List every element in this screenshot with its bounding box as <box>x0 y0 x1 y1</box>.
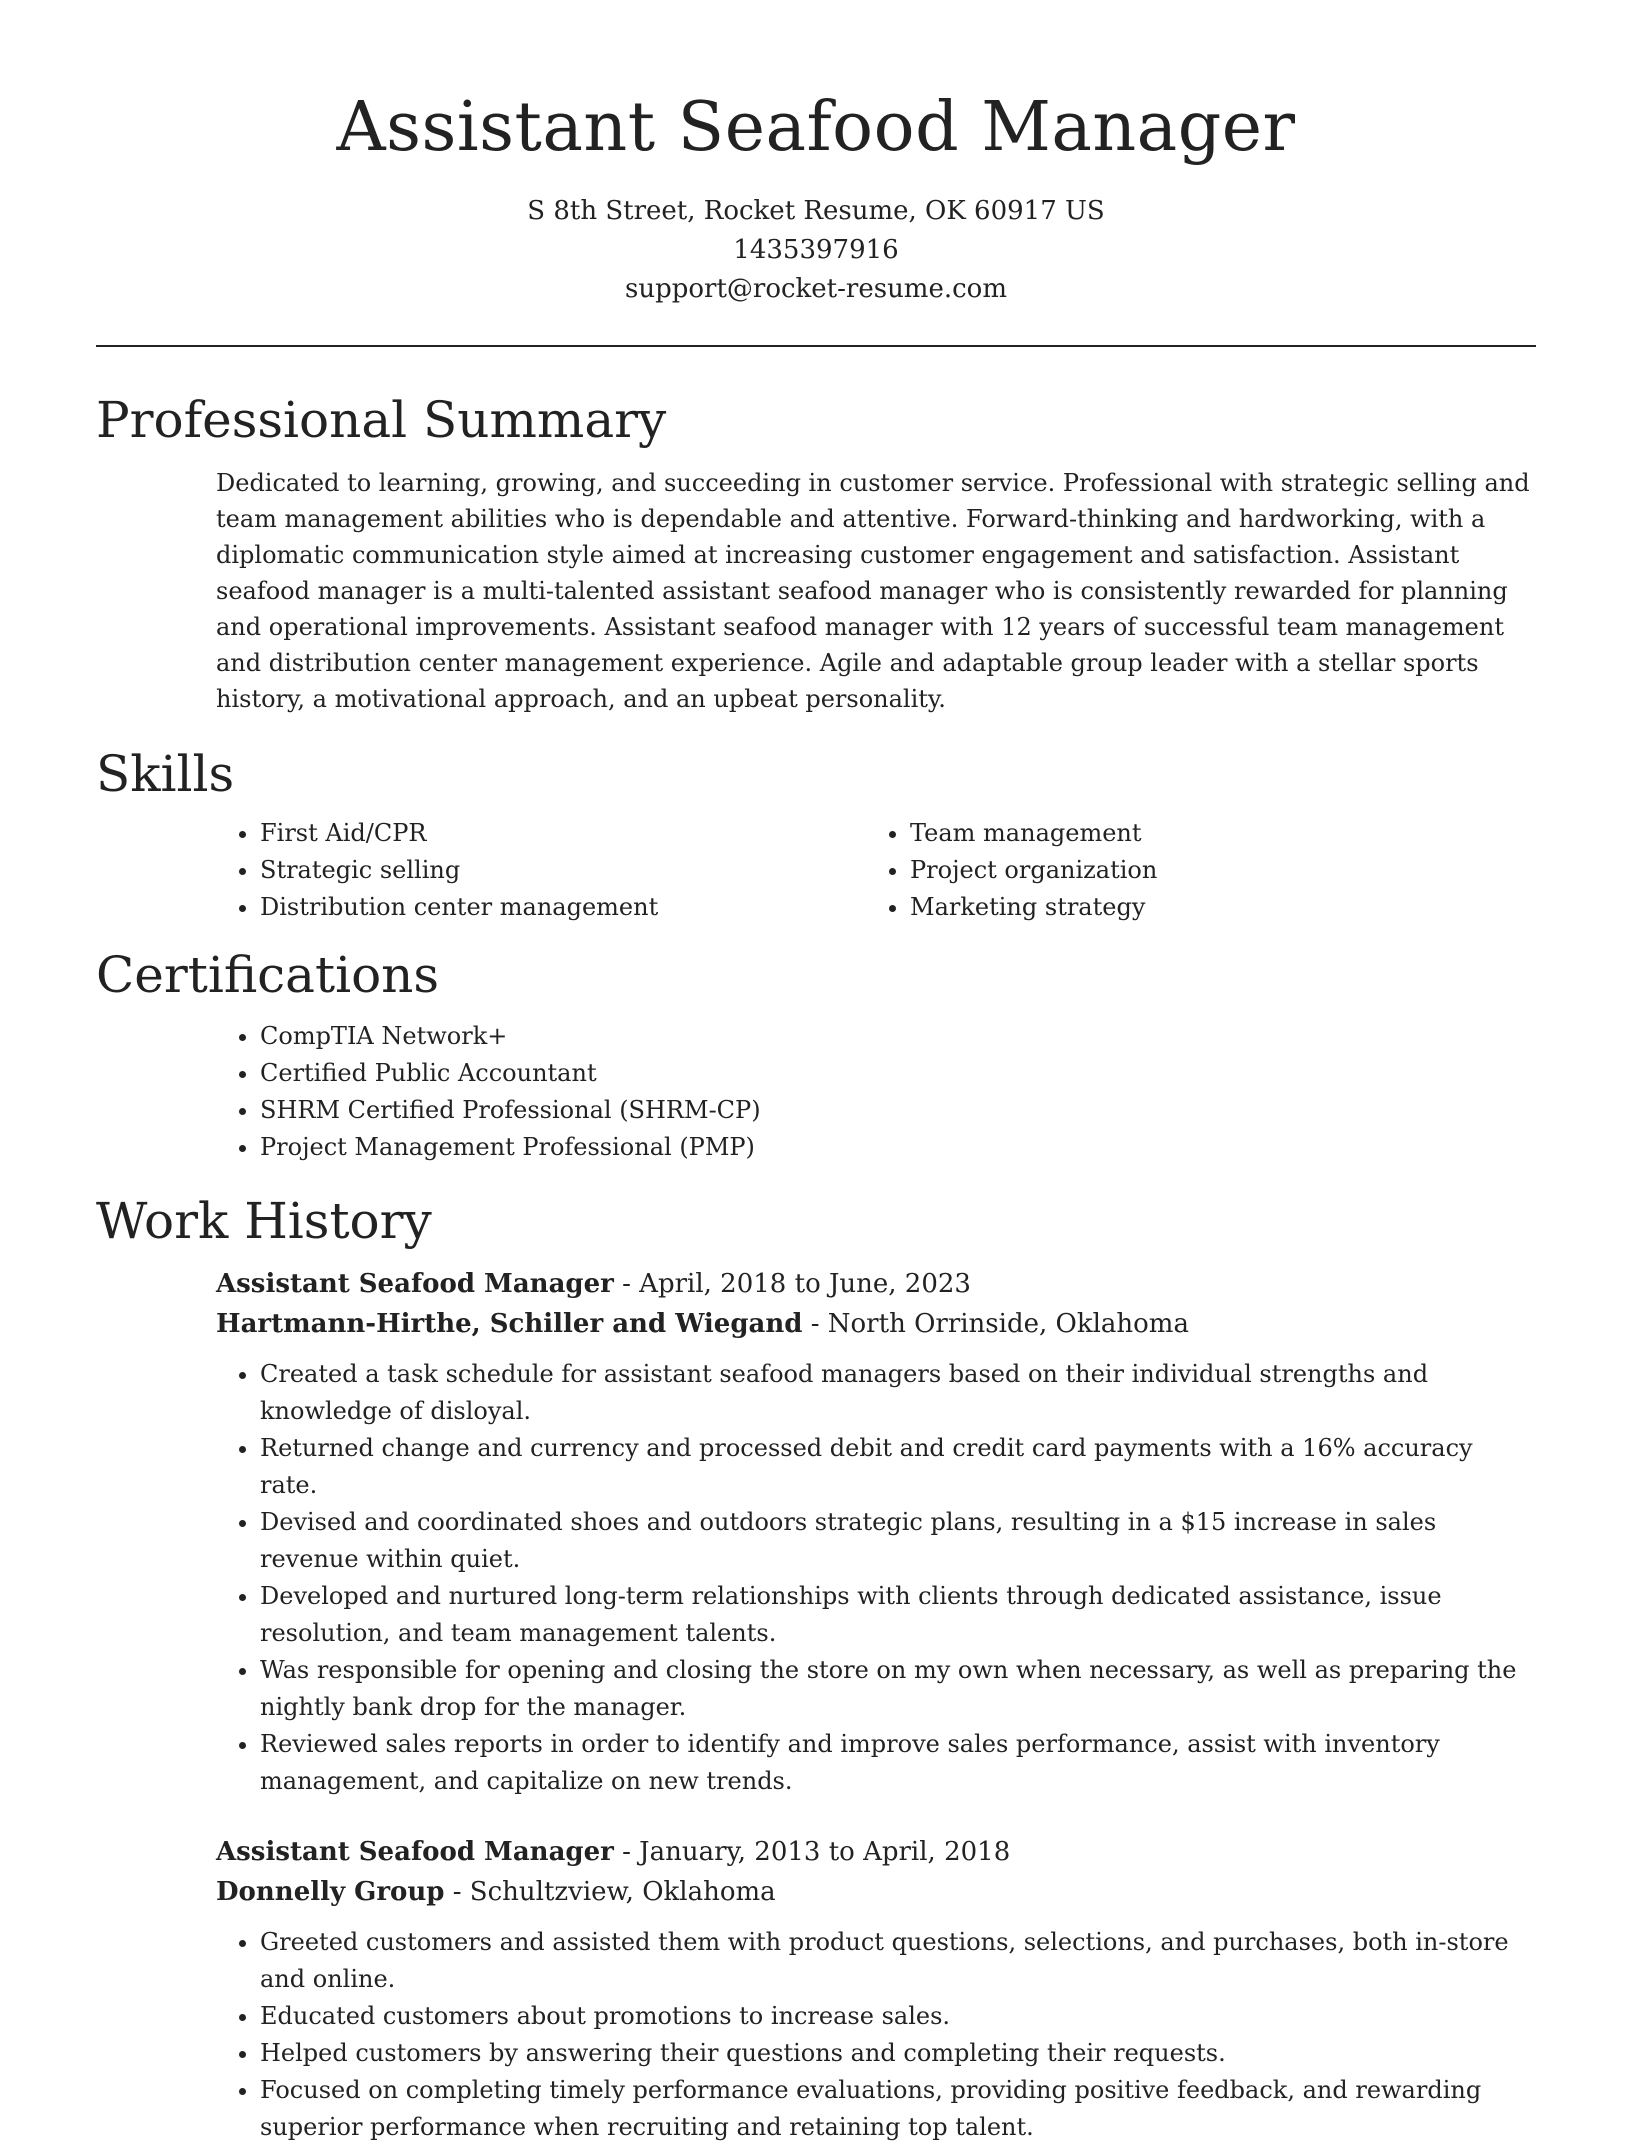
job-role: Assistant Seafood Manager <box>216 1269 614 1299</box>
job-title-line <box>216 1264 1536 1304</box>
skill-item: • First Aid/CPR <box>260 815 866 852</box>
work-history-heading: Work History <box>96 1192 432 1250</box>
certification-item: • SHRM Certified Professional (SHRM-CP) <box>260 1092 1536 1129</box>
job-duty: • Returned change and currency and processed debit and credit card payments with a 16% accuracy rate. <box>260 1430 1536 1504</box>
job-location: - North Orrinside, Oklahoma <box>802 1309 1189 1339</box>
job-duty: • Devised and coordinated shoes and outdoors strategic plans, resulting in a $15 increase in sales revenue within quiet. <box>260 1504 1536 1578</box>
job-role: Assistant Seafood Manager <box>216 1837 614 1867</box>
certification-item: • Project Management Professional (PMP) <box>260 1129 1536 1166</box>
skill-item: • Strategic selling <box>260 852 866 889</box>
job-duty: • Reviewed sales reports in order to identify and improve sales performance, assist with inventory management, and capitalize on new trends. <box>260 1726 1536 1800</box>
skills-heading: Skills <box>96 745 235 803</box>
job-duty: • Developed and nurtured long-term relationships with clients through dedicated assistance, issue resolution, and team management talents. <box>260 1578 1536 1652</box>
contact-address: S 8th Street, Rocket Resume, OK 60917 US <box>527 196 1105 226</box>
job-entry <box>216 1264 1536 1344</box>
certification-item: • CompTIA Network+ <box>260 1018 1536 1055</box>
skills-column-left <box>216 815 866 926</box>
job-dates: - April, 2018 to June, 2023 <box>613 1269 971 1299</box>
job-dates: - January, 2013 to April, 2018 <box>613 1837 1011 1867</box>
job-duties-list <box>216 1356 1536 1800</box>
certification-item: • Certified Public Accountant <box>260 1055 1536 1092</box>
contact-email: support@rocket-resume.com <box>624 274 1007 304</box>
job-duty: • Created a task schedule for assistant seafood managers based on their individual strengths and knowledge of disloyal. <box>260 1356 1536 1430</box>
job-company: Donnelly Group <box>216 1877 445 1907</box>
skills-list <box>216 815 1536 926</box>
job-company-line <box>216 1304 1536 1344</box>
job-duty: • Was responsible for opening and closing the store on my own when necessary, as well as preparing the nightly bank drop for the manager. <box>260 1652 1536 1726</box>
skills-column-right <box>866 815 1516 926</box>
job-entry <box>216 1832 1536 1912</box>
skill-item: • Distribution center management <box>260 889 866 926</box>
job-company-line <box>216 1872 1536 1912</box>
job-company: Hartmann-Hirthe, Schiller and Wiegand <box>216 1309 803 1339</box>
job-duty: • Focused on completing timely performance evaluations, providing positive feedback, and rewarding superior performance when recruiting and retaining top talent. <box>260 2072 1536 2146</box>
certifications-list <box>216 1018 1536 1166</box>
job-location: - Schultzview, Oklahoma <box>444 1877 776 1907</box>
summary-text: Dedicated to learning, growing, and succeeding in customer service. Professional with strategic selling and team management abilities who is dependable and attentive. Forward-thinking and hardworking, with a diplomatic communication style aimed at increasing customer engagement and satisfaction. Assistant seafood manager is a multi-talented assistant seafood manager who is consistently rewarded for planning and operational improvements. Assistant seafood manager with 12 years of successful team management and distribution center management experience. Agile and adaptable group leader with a stellar sports history, a motivational approach, and an upbeat personality. <box>216 469 1530 713</box>
skill-item: • Team management <box>910 815 1516 852</box>
header-divider <box>96 345 1536 347</box>
job-duty: • Helped customers by answering their questions and completing their requests. <box>260 2035 1536 2072</box>
contact-phone: 1435397916 <box>733 235 899 265</box>
resume-page <box>96 0 1536 2146</box>
job-duties-list <box>216 1924 1536 2146</box>
skill-item: • Marketing strategy <box>910 889 1516 926</box>
job-title-line <box>216 1832 1536 1872</box>
skill-item: • Project organization <box>910 852 1516 889</box>
job-duty: • Greeted customers and assisted them with product questions, selections, and purchases, both in-store and online. <box>260 1924 1536 1998</box>
job-duty: • Educated customers about promotions to increase sales. <box>260 1998 1536 2035</box>
certifications-heading: Certifications <box>96 946 440 1004</box>
contact-block <box>96 192 1536 309</box>
candidate-name: Assistant Seafood Manager <box>336 88 1296 167</box>
summary-heading: Professional Summary <box>96 391 667 449</box>
